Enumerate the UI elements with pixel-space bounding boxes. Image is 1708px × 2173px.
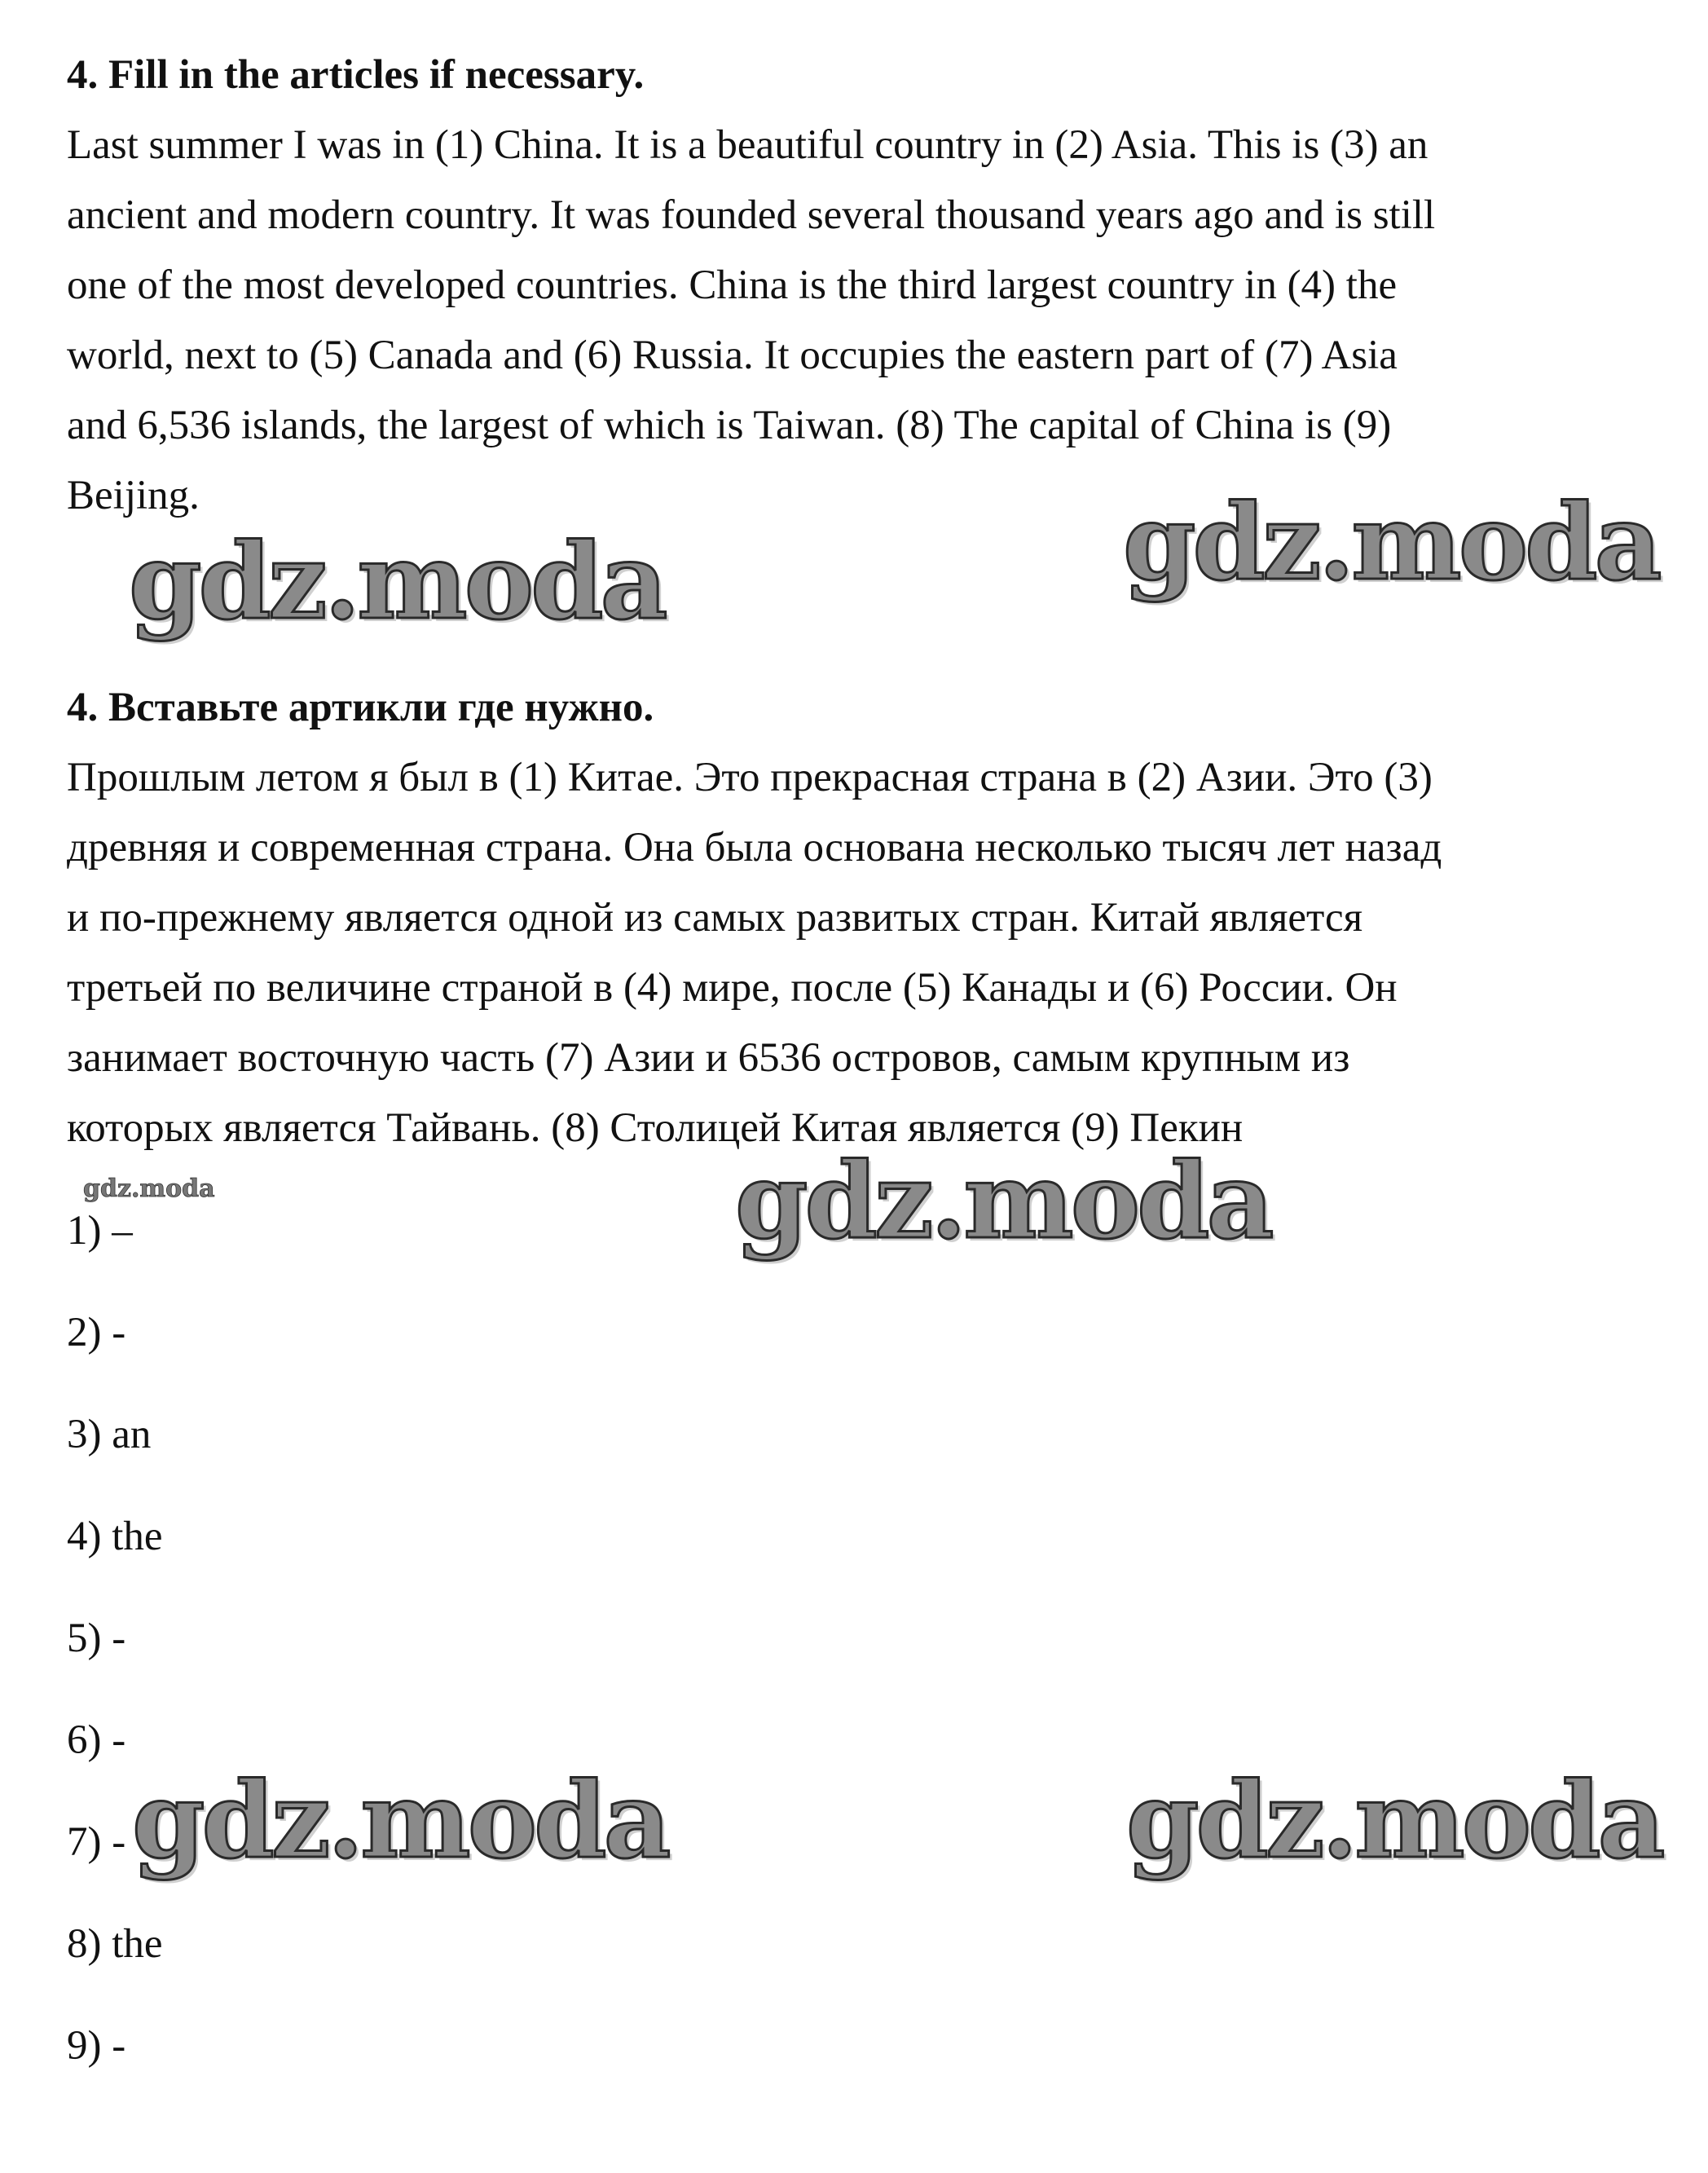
answer-item: 4) the bbox=[67, 1514, 163, 1559]
russian-line: которых является Тайвань. (8) Столицей Китая является (9) Пекин bbox=[67, 1105, 1244, 1151]
english-line: world, next to (5) Canada and (6) Russia. It occupies the eastern part of (7) Asia bbox=[67, 333, 1398, 378]
english-line: Last summer I was in (1) China. It is a beautiful country in (2) Asia. This is (3) an bbox=[67, 122, 1428, 168]
english-line: ancient and modern country. It was founded several thousand years ago and is still bbox=[67, 192, 1436, 238]
answer-item: 2) - bbox=[67, 1310, 126, 1355]
watermark: gdz.moda bbox=[129, 521, 665, 643]
russian-line: и по-прежнему является одной из самых развитых стран. Китай является bbox=[67, 895, 1363, 941]
russian-line: древняя и современная страна. Она была основана несколько тысяч лет назад bbox=[67, 825, 1442, 871]
answer-item: 7) - bbox=[67, 1819, 126, 1865]
answer-item: 3) an bbox=[67, 1412, 152, 1457]
watermark: gdz.moda bbox=[1123, 482, 1659, 604]
russian-line: третьей по величине страной в (4) мире, после (5) Канады и (6) России. Он bbox=[67, 965, 1398, 1011]
answer-item: 8) the bbox=[67, 1921, 163, 1967]
english-heading: 4. Fill in the articles if necessary. bbox=[67, 52, 645, 98]
english-line: and 6,536 islands, the largest of which is Taiwan. (8) The capital of China is (9) bbox=[67, 403, 1392, 448]
russian-line: Прошлым летом я был в (1) Китае. Это прекрасная страна в (2) Азии. Это (3) bbox=[67, 755, 1433, 800]
russian-heading: 4. Вставьте артикли где нужно. bbox=[67, 685, 654, 730]
answer-item: 5) - bbox=[67, 1615, 126, 1661]
watermark-small: gdz.moda bbox=[83, 1175, 215, 1203]
answer-item: 1) – bbox=[67, 1208, 133, 1254]
answer-item: 6) - bbox=[67, 1717, 126, 1763]
watermark: gdz.moda bbox=[132, 1760, 668, 1882]
russian-line: занимает восточную часть (7) Азии и 6536 островов, самым крупным из bbox=[67, 1035, 1350, 1081]
watermark: gdz.moda bbox=[735, 1140, 1271, 1263]
english-line: Beijing. bbox=[67, 473, 200, 518]
english-line: one of the most developed countries. China is the third largest country in (4) the bbox=[67, 262, 1398, 308]
answer-item: 9) - bbox=[67, 2023, 126, 2069]
watermark: gdz.moda bbox=[1126, 1760, 1662, 1882]
